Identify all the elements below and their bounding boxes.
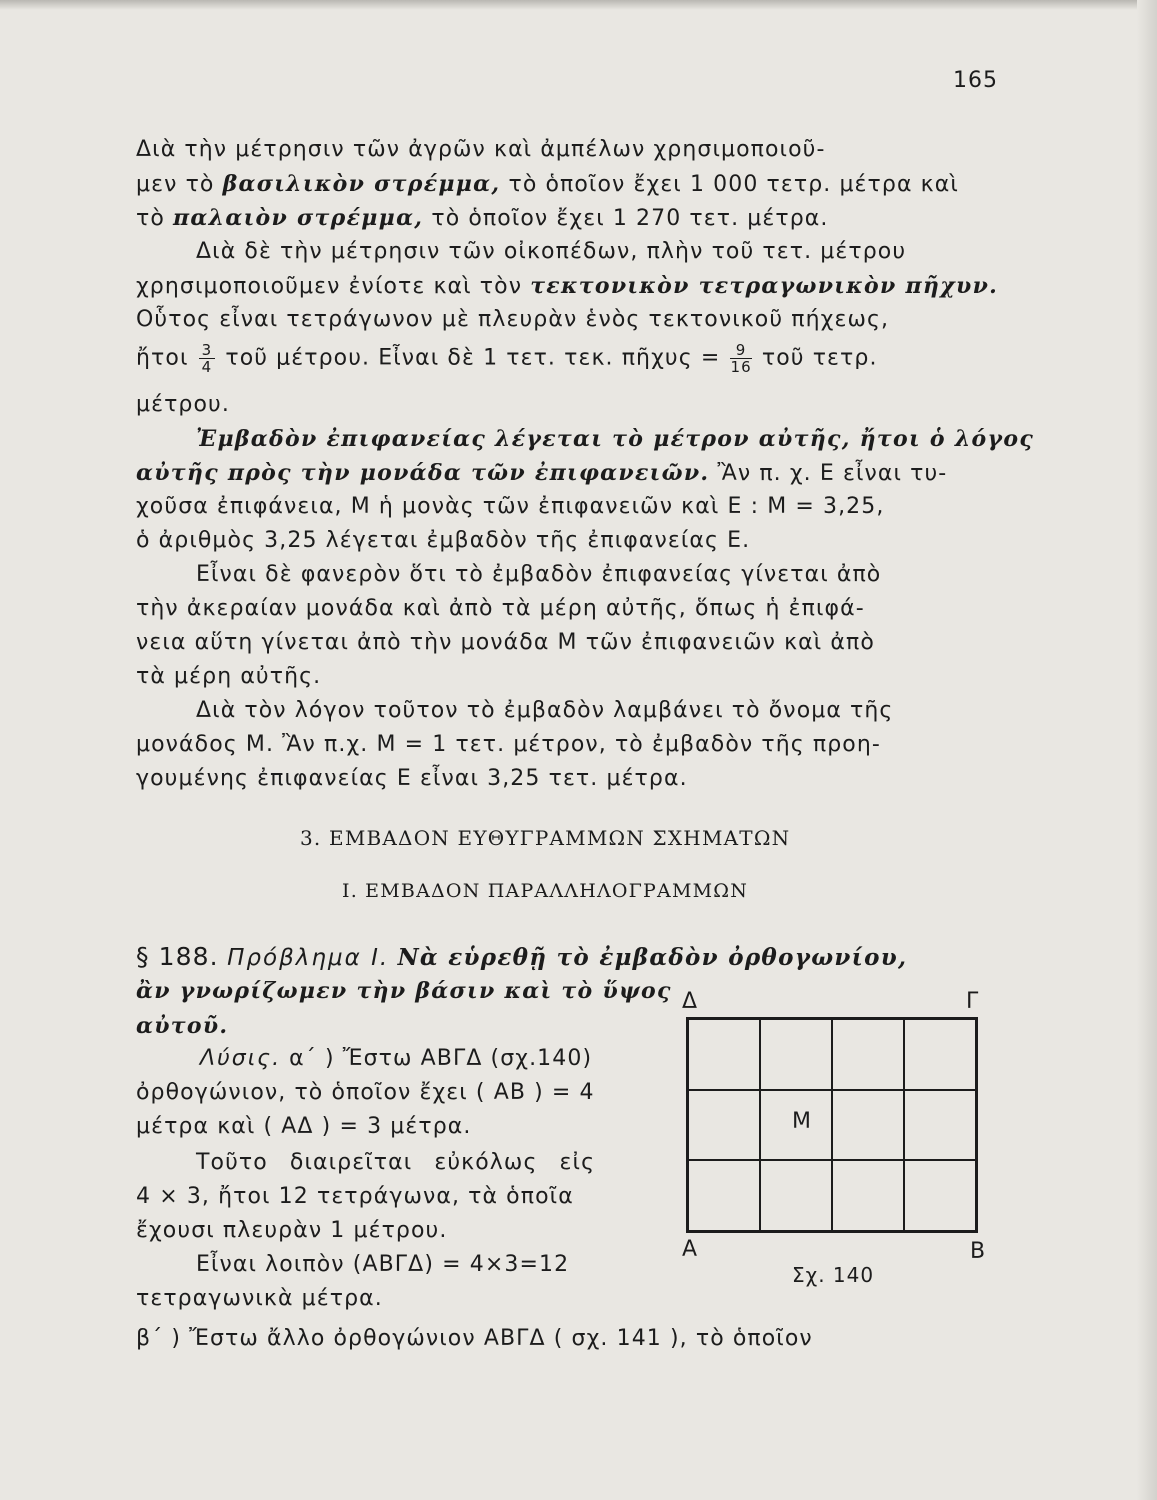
text-run: μεν τὸ: [136, 172, 223, 197]
figure-caption: Σχ. 140: [792, 1263, 875, 1287]
vertex-label-delta: Δ: [682, 989, 698, 1014]
text-line: μέτρου.: [136, 392, 230, 417]
text-run: τοῦ μέτρου. Εἶναι δὲ 1 τετ. τεκ. πῆχυς =: [225, 345, 721, 371]
vertex-label-alpha: Α: [682, 1237, 698, 1262]
unit-label-m: Μ: [792, 1109, 811, 1134]
solution-line: Εἶναι λοιπὸν (ΑΒΓΔ) = 4×3=12: [196, 1252, 570, 1277]
rectangle-grid: [686, 1017, 978, 1233]
definition-run: αὐτῆς πρὸς τὴν μονάδα τῶν ἐπιφανειῶν.: [136, 460, 710, 486]
text-line: Διὰ τὴν μέτρησιν τῶν ἀγρῶν καὶ ἀμπέλων χρησιμοποιοῦ-: [136, 137, 826, 162]
problem-line: ἂν γνωρίζωμεν τὴν βάσιν καὶ τὸ ὕψος: [136, 978, 672, 1004]
grid-cell: [832, 1160, 904, 1231]
problem-line: αὐτοῦ.: [136, 1013, 229, 1039]
text-line: [136, 342, 878, 375]
text-line: Διὰ δὲ τὴν μέτρησιν τῶν οἰκοπέδων, πλὴν τοῦ τετ. μέτρου: [196, 239, 907, 264]
grid-cell: [832, 1090, 904, 1161]
page-top-edge: [0, 0, 1157, 10]
term-palaion-stremma: παλαιὸν στρέμμα,: [173, 205, 424, 231]
fraction-denominator: 4: [201, 358, 213, 376]
text-line: [136, 171, 959, 197]
text-line: χοῦσα ἐπιφάνεια, Μ ἡ μονὰς τῶν ἐπιφανειῶν καὶ Ε : Μ = 3,25,: [136, 494, 885, 519]
solution-label: Λύσις.: [200, 1046, 282, 1071]
text-run: ἤτοι: [136, 345, 189, 371]
vertex-label-beta: Β: [970, 1239, 986, 1264]
solution-line: ὀρθογώνιον, τὸ ὁποῖον ἔχει ( ΑΒ ) = 4: [136, 1080, 595, 1105]
fraction-numerator: 3: [199, 342, 216, 359]
text-run: τὸ ὁποῖον ἔχει 1 000 τετρ. μέτρα καὶ: [500, 172, 959, 197]
fraction-nine-sixteenths: [730, 342, 751, 375]
text-line: τὴν ἀκεραίαν μονάδα καὶ ἀπὸ τὰ μέρη αὐτῆς, ὅπως ἡ ἐπιφά-: [136, 596, 865, 621]
text-run: α΄ ) Ἔστω ΑΒΓΔ (σχ.140): [289, 1046, 593, 1071]
grid-cell: [904, 1090, 976, 1161]
fraction-three-quarters: [199, 342, 216, 375]
grid-cell: [904, 1019, 976, 1090]
grid-cell: [760, 1160, 832, 1231]
text-line: [136, 273, 998, 299]
text-line: γουμένης ἐπιφανείας Ε εἶναι 3,25 τετ. μέτρα.: [136, 766, 688, 791]
fraction-denominator: 16: [730, 358, 752, 376]
problem-label: Πρόβλημα Ι.: [227, 945, 390, 971]
problem-text: Νὰ εὑρεθῇ τὸ ἐμβαδὸν ὀρθογωνίου,: [397, 944, 908, 971]
definition-line: Ἐμβαδὸν ἐπιφανείας λέγεται τὸ μέτρον αὐτῆς, ἤτοι ὁ λόγος: [196, 426, 1035, 452]
subsection-heading: Ι. ΕΜΒΑΔΟΝ ΠΑΡΑΛΛΗΛΟΓΡΑΜΜΩΝ: [342, 880, 749, 902]
solution-line: ἔχουσι πλευρὰν 1 μέτρου.: [136, 1218, 448, 1243]
fraction-numerator: 9: [730, 342, 751, 359]
solution-line: τετραγωνικὰ μέτρα.: [136, 1286, 383, 1311]
grid-cell: [688, 1019, 760, 1090]
paragraph-number: § 188.: [136, 942, 219, 971]
solution-line: 4 × 3, ἤτοι 12 τετράγωνα, τὰ ὁποῖα: [136, 1184, 574, 1209]
grid-cell: [688, 1160, 760, 1231]
text-run: χρησιμοποιοῦμεν ἐνίοτε καὶ τὸν: [136, 274, 531, 299]
grid-cell: [904, 1160, 976, 1231]
term-tektonikos-pichys: τεκτονικὸν τετραγωνικὸν πῆχυν.: [530, 273, 999, 299]
page-number: 165: [953, 68, 998, 93]
grid-cell: [688, 1090, 760, 1161]
text-line: μονάδος Μ. Ἂν π.χ. Μ = 1 τετ. μέτρον, τὸ ἐμβαδὸν τῆς προη-: [136, 732, 881, 757]
section-heading: 3. ΕΜΒΑΔΟΝ ΕΥΘΥΓΡΑΜΜΩΝ ΣΧΗΜΑΤΩΝ: [300, 826, 791, 850]
figure-140: [680, 987, 1000, 1287]
text-line: ὁ ἀριθμὸς 3,25 λέγεται ἐμβαδὸν τῆς ἐπιφανείας Ε.: [136, 528, 751, 553]
solution-line: μέτρα καὶ ( ΑΔ ) = 3 μέτρα.: [136, 1114, 472, 1139]
text-line: Διὰ τὸν λόγον τοῦτον τὸ ἐμβαδὸν λαμβάνει τὸ ὄνομα τῆς: [196, 698, 894, 723]
text-run: τὸ ὁποῖον ἔχει 1 270 τετ. μέτρα.: [423, 206, 829, 231]
solution-line: β΄ ) Ἔστω ἄλλο ὀρθογώνιον ΑΒΓΔ ( σχ. 141 ), τὸ ὁποῖον: [136, 1326, 813, 1351]
text-line: Εἶναι δὲ φανερὸν ὅτι τὸ ἐμβαδὸν ἐπιφανείας γίνεται ἀπὸ: [196, 562, 882, 587]
text-line: [136, 205, 828, 231]
text-line: τὰ μέρη αὐτῆς.: [136, 664, 322, 689]
page-right-edge: [1137, 0, 1157, 1500]
term-basilikon-stremma: βασιλικὸν στρέμμα,: [222, 171, 501, 197]
solution-line: [200, 1046, 592, 1071]
grid-cell: [760, 1019, 832, 1090]
text-line: [136, 460, 947, 486]
text-run: τοῦ τετρ.: [761, 345, 878, 371]
text-run: Ἂν π. χ. Ε εἶναι τυ-: [709, 461, 948, 486]
text-run: τὸ: [136, 206, 173, 231]
grid-cell: [832, 1019, 904, 1090]
solution-line: Τοῦτο διαιρεῖται εὐκόλως εἰς: [196, 1150, 596, 1175]
text-line: Οὗτος εἶναι τετράγωνον μὲ πλευρὰν ἑνὸς τεκτονικοῦ πήχεως,: [136, 307, 890, 332]
vertex-label-gamma: Γ: [966, 989, 979, 1014]
text-line: νεια αὕτη γίνεται ἀπὸ τὴν μονάδα Μ τῶν ἐπιφανειῶν καὶ ἀπὸ: [136, 630, 875, 655]
problem-line: [136, 942, 907, 971]
